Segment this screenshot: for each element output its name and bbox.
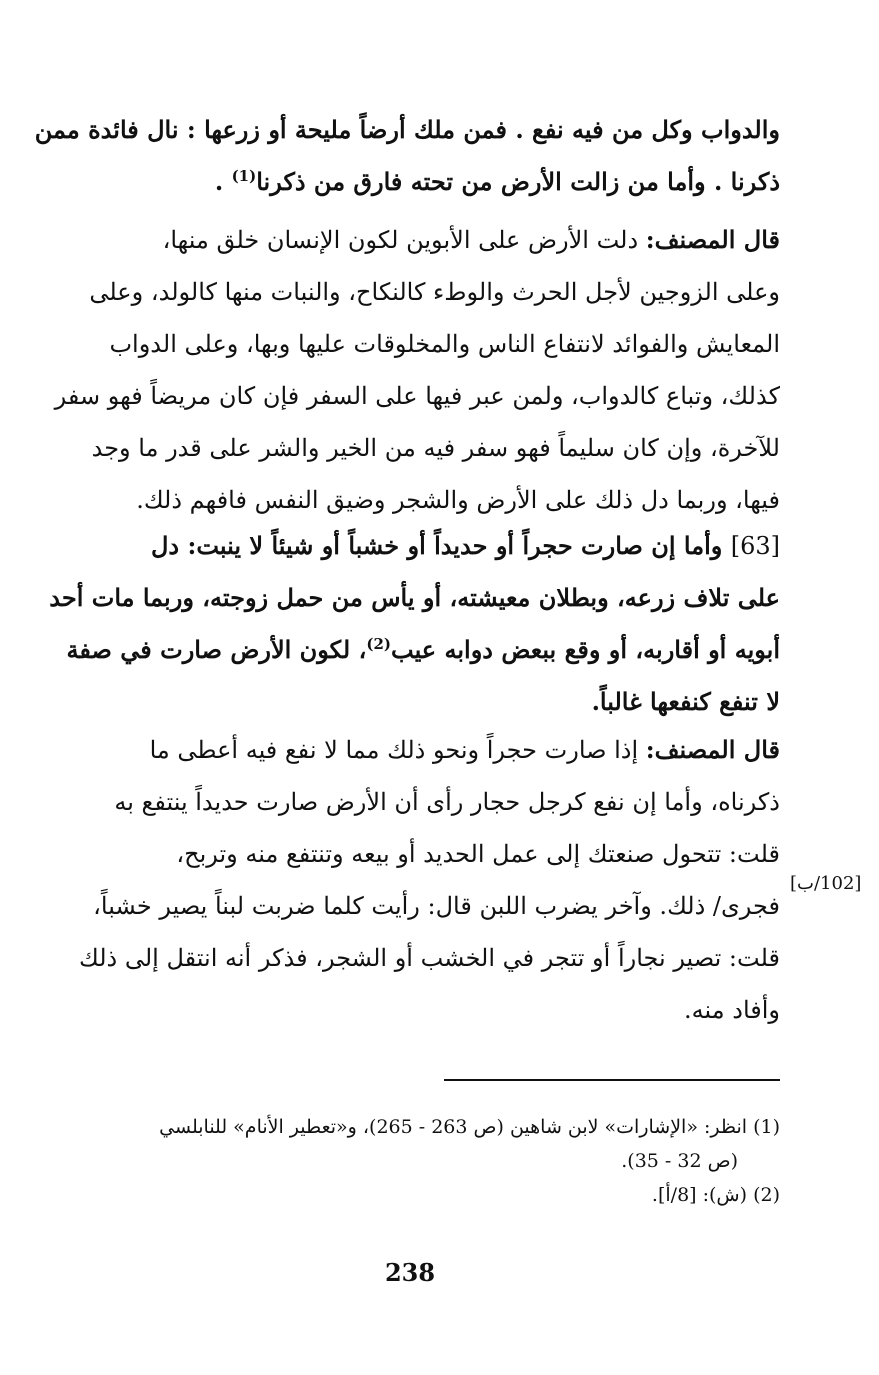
text-line: وعلى الزوجين لأجل الحرث والوطء كالنكاح، والنبات منها كالولد، وعلى — [89, 278, 780, 306]
text-segment: . — [214, 167, 232, 196]
text-line — [22, 156, 780, 208]
text-segment: ، لكون الأرض صارت في صفة — [66, 635, 367, 664]
text-segment: إذا صارت حجراً ونحو ذلك مما لا نفع فيه أعطى ما — [149, 736, 646, 764]
text-segment: دلت الأرض على الأبوين لكون الإنسان خلق منها، — [162, 226, 646, 254]
manuscript-folio-note: [102/ب] — [790, 873, 862, 894]
text-line: فيها، وربما دل ذلك على الأرض والشجر وضيق النفس فافهم ذلك. — [136, 486, 780, 514]
text-line: كذلك، وتباع كالدواب، ولمن عبر فيها على السفر فإن كان مريضاً فهو سفر — [54, 382, 780, 410]
text-line: وأفاد منه. — [684, 996, 780, 1024]
text-line: على تلاف زرعه، وبطلان معيشته، أو يأس من حمل زوجته، وربما مات أحد — [49, 583, 780, 612]
text-line — [22, 724, 780, 776]
footnotes — [22, 1110, 780, 1212]
paragraph-author-commentary-1 — [22, 214, 780, 526]
footnote-separator — [444, 1079, 780, 1081]
text-line — [22, 214, 780, 266]
page-number: 238 — [384, 1258, 436, 1287]
author-lead: قال المصنف: — [645, 735, 780, 764]
text-segment: أبويه أو أقاربه، أو وقع ببعض دوابه عيب — [391, 635, 780, 664]
footnote-2: (2) (ش): [8/أ]. — [651, 1184, 780, 1206]
text-segment: ذكرنا . وأما من زالت الأرض من تحته فارق من ذكرنا — [256, 167, 780, 196]
text-segment: وأما إن صارت حجراً أو حديداً أو خشباً أو شيئاً لا ينبت: دل — [150, 531, 731, 560]
text-line — [22, 520, 780, 572]
paragraph-author-commentary-2 — [22, 724, 780, 1036]
text-line — [22, 624, 780, 676]
text-line: ذكرناه، وأما إن نفع كرجل حجار رأى أن الأرض صارت حديداً ينتفع به — [114, 788, 780, 816]
text-line: فجرى/ ذلك. وآخر يضرب اللبن قال: رأيت كلما ضربت لبناً يصير خشباً، — [93, 892, 780, 920]
footnote-ref-2[interactable]: (2) — [366, 635, 391, 653]
footnote-1-continuation: (ص 32 - 35). — [621, 1150, 738, 1172]
paragraph-dream-lands-benefit — [22, 104, 780, 208]
footnote-1: (1) انظر: «الإشارات» لابن شاهين (ص 263 - 265)، و«تعطير الأنام» للنابلسي — [159, 1116, 780, 1138]
author-lead: قال المصنف: — [645, 225, 780, 254]
text-line: لا تنفع كنفعها غالباً. — [591, 687, 780, 716]
text-line: قلت: تتحول صنعتك إلى عمل الحديد أو بيعه وتنتفع منه وتربح، — [176, 840, 780, 868]
text-line: المعايش والفوائد لانتفاع الناس والمخلوقات عليها وبها، وعلى الدواب — [109, 330, 780, 358]
footnote-ref-1[interactable]: (1) — [231, 167, 257, 185]
paragraph-63 — [22, 520, 780, 728]
text-line: قلت: تصير نجاراً أو تتجر في الخشب أو الشجر، فذكر أنه انتقل إلى ذلك — [78, 944, 780, 972]
paragraph-number: [63] — [730, 532, 780, 560]
text-line: للآخرة، وإن كان سليماً فهو سفر فيه من الخير والشر على قدر ما وجد — [91, 434, 780, 462]
text-line: والدواب وكل من فيه نفع . فمن ملك أرضاً مليحة أو زرعها : نال فائدة ممن — [34, 115, 780, 144]
